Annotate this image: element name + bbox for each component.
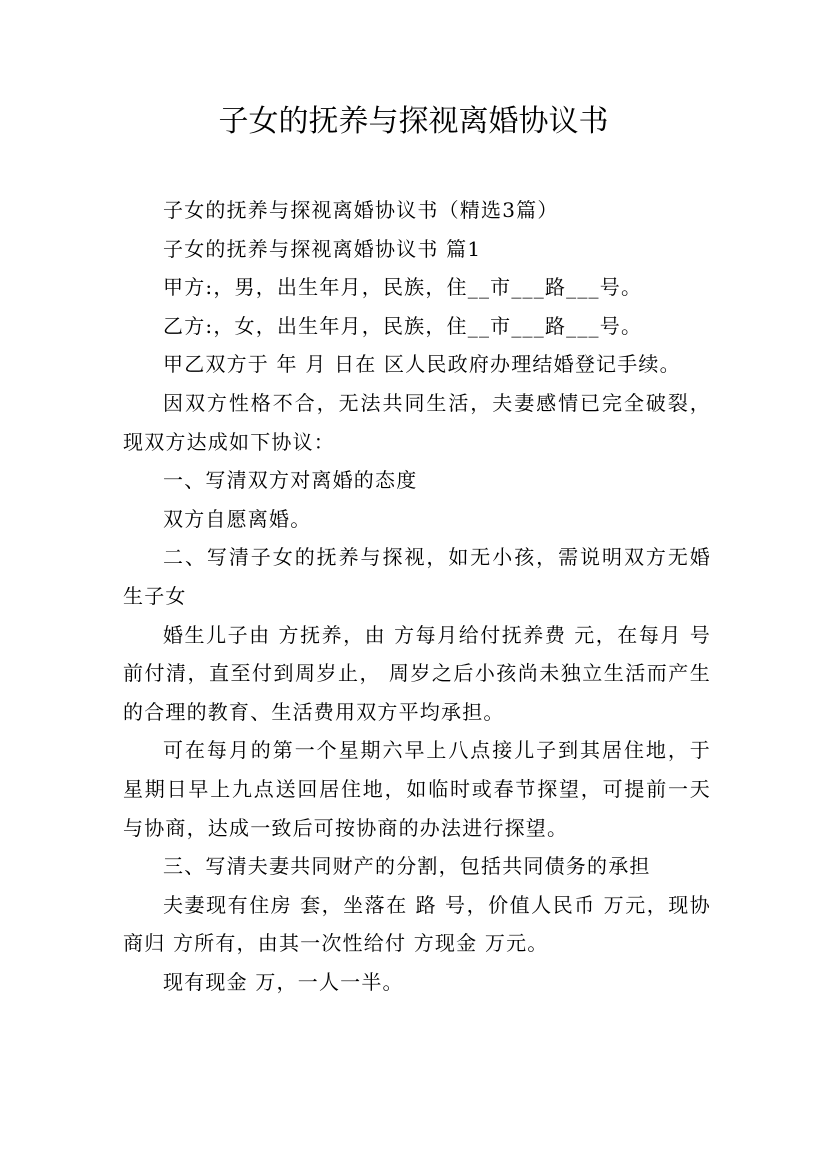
paragraph-subtitle: 子女的抚养与探视离婚协议书（精选3篇） bbox=[163, 198, 559, 222]
paragraph-clause-1-body: 双方自愿离婚。 bbox=[163, 506, 312, 531]
document-body bbox=[123, 191, 711, 1001]
paragraph-child-custody: 婚生儿子由 方抚养，由 方每月给付抚养费 元，在每月 号前付清，直至付到周岁止， 周岁之后小孩尚未独立生活而产生的合理的教育、生活费用双方平均承担。 bbox=[123, 622, 711, 724]
document-title: 子女的抚养与探视离婚协议书 bbox=[218, 104, 609, 139]
paragraph-clause-1-heading: 一、写清双方对离婚的态度 bbox=[163, 468, 418, 493]
paragraph-agreement-intro: 因双方性格不合，无法共同生活，夫妻感情已完全破裂，现双方达成如下协议： bbox=[123, 390, 711, 454]
paragraph-housing: 夫妻现有住房 套，坐落在 路 号，价值人民币 万元，现协商归 方所有，由其一次性给付 方现金 万元。 bbox=[123, 892, 711, 956]
paragraph-party-a: 甲方:，男，出生年月，民族，住__市___路___号。 bbox=[163, 275, 643, 300]
paragraph-marriage-registration: 甲乙双方于 年 月 日在 区人民政府办理结婚登记手续。 bbox=[163, 352, 681, 377]
paragraph-party-b: 乙方:，女，出生年月，民族，住__市___路___号。 bbox=[163, 313, 643, 338]
paragraph-clause-3-heading: 三、写清夫妻共同财产的分割，包括共同债务的承担 bbox=[163, 854, 651, 879]
paragraph-visitation: 可在每月的第一个星期六早上八点接儿子到其居住地，于 星期日早上九点送回居住地，如临时或春节探望，可提前一天与协商，达成一致后可按协商的办法进行探望。 bbox=[123, 738, 711, 840]
paragraph-clause-2-heading: 二、写清子女的抚养与探视，如无小孩，需说明双方无婚生子女 bbox=[123, 545, 711, 608]
paragraph-cash: 现有现金 万，一人一半。 bbox=[163, 969, 404, 994]
paragraph-section-heading: 子女的抚养与探视离婚协议书 篇1 bbox=[163, 236, 482, 261]
